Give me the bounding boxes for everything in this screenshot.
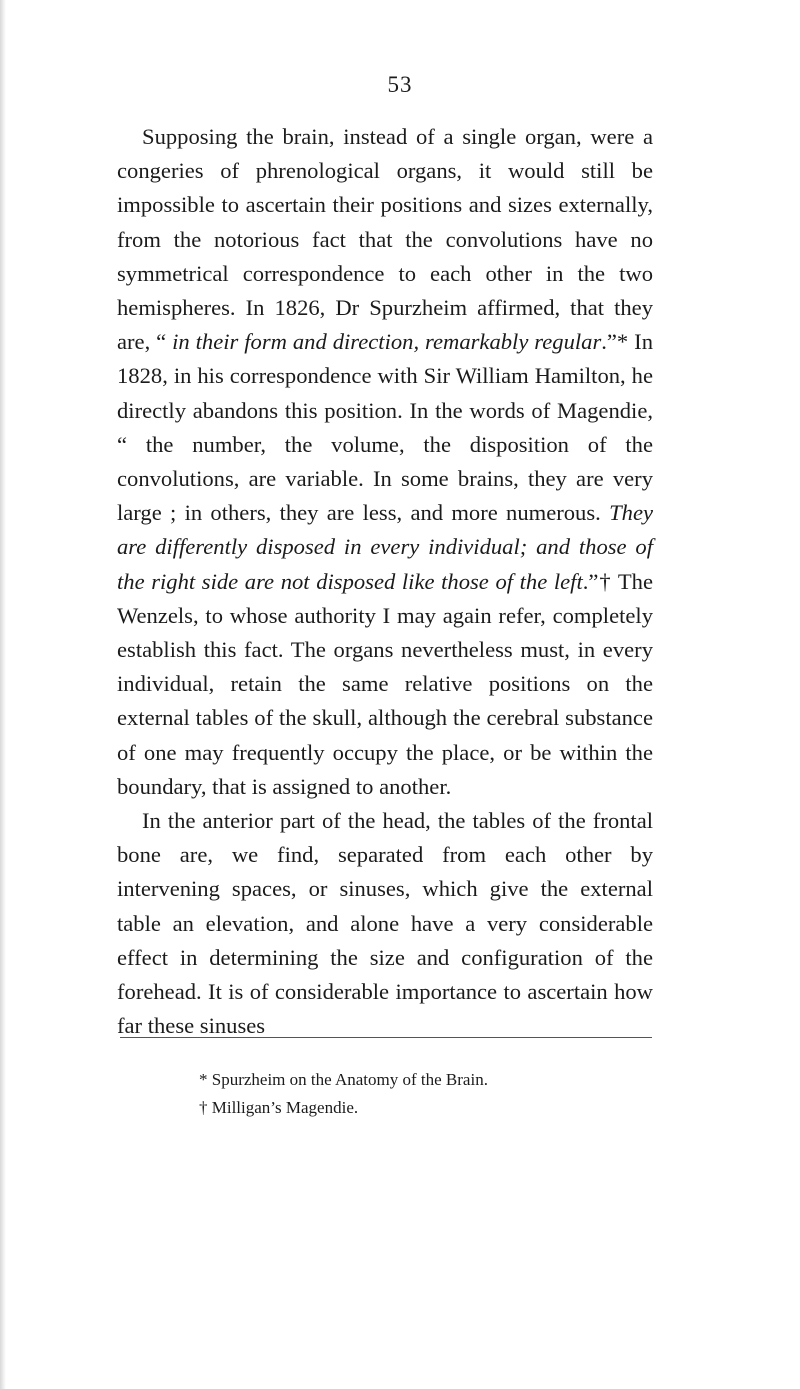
- footnote-2: † Milligan’s Magendie.: [199, 1098, 359, 1117]
- body-text: [117, 120, 653, 1043]
- footnote-1: * Spurzheim on the Anatomy of the Brain.: [199, 1070, 488, 1089]
- footnotes: [199, 1066, 659, 1122]
- paragraph-2: [117, 804, 653, 1043]
- text-run: .”† The Wenzels, to whose authority I may again refer, completely establish this fact. The organs nevertheless must, in every individual, retain the same relative positions on the external tables of the skull, although the cerebral substance of one may frequently occupy the place, or be within the boundary, that is assigned to another.: [117, 568, 653, 799]
- text-run: .”* In 1828, in his correspondence with Sir William Hamilton, he directly abandons this position. In the words of Magendie, “ the number, the volume, the disposition of the convolutions, are variable. In some brains, they are very large ; in others, they are less, and more numerous.: [117, 329, 653, 526]
- italic-quote-magendie: They are differently disposed in every individual; and those of the right side are not disposed like those of the left: [117, 500, 653, 594]
- footnote-divider: [120, 1037, 652, 1038]
- paragraph-1: [117, 120, 653, 804]
- italic-quote-spurzheim: in their form and direction, remarkably regular: [172, 329, 602, 355]
- page-number: 53: [387, 72, 413, 97]
- text-run: Supposing the brain, instead of a single organ, were a congeries of phrenological organs, it would still be impossible to ascertain their positions and sizes externally, from the notorious fact that the convolutions have no symmetrical correspondence to each other in the two hemispheres. In 1826, Dr Spurzheim affirmed, that they are, “: [117, 124, 653, 355]
- text-run: In the anterior part of the head, the tables of the frontal bone are, we find, separated from each other by intervening spaces, or sinuses, which give the external table an elevation, and alone have a very considerable effect in determining the size and configuration of the forehead. It is of considerable importance to ascertain how far these sinuses: [117, 808, 653, 1039]
- page-edge-shadow: [0, 0, 6, 1389]
